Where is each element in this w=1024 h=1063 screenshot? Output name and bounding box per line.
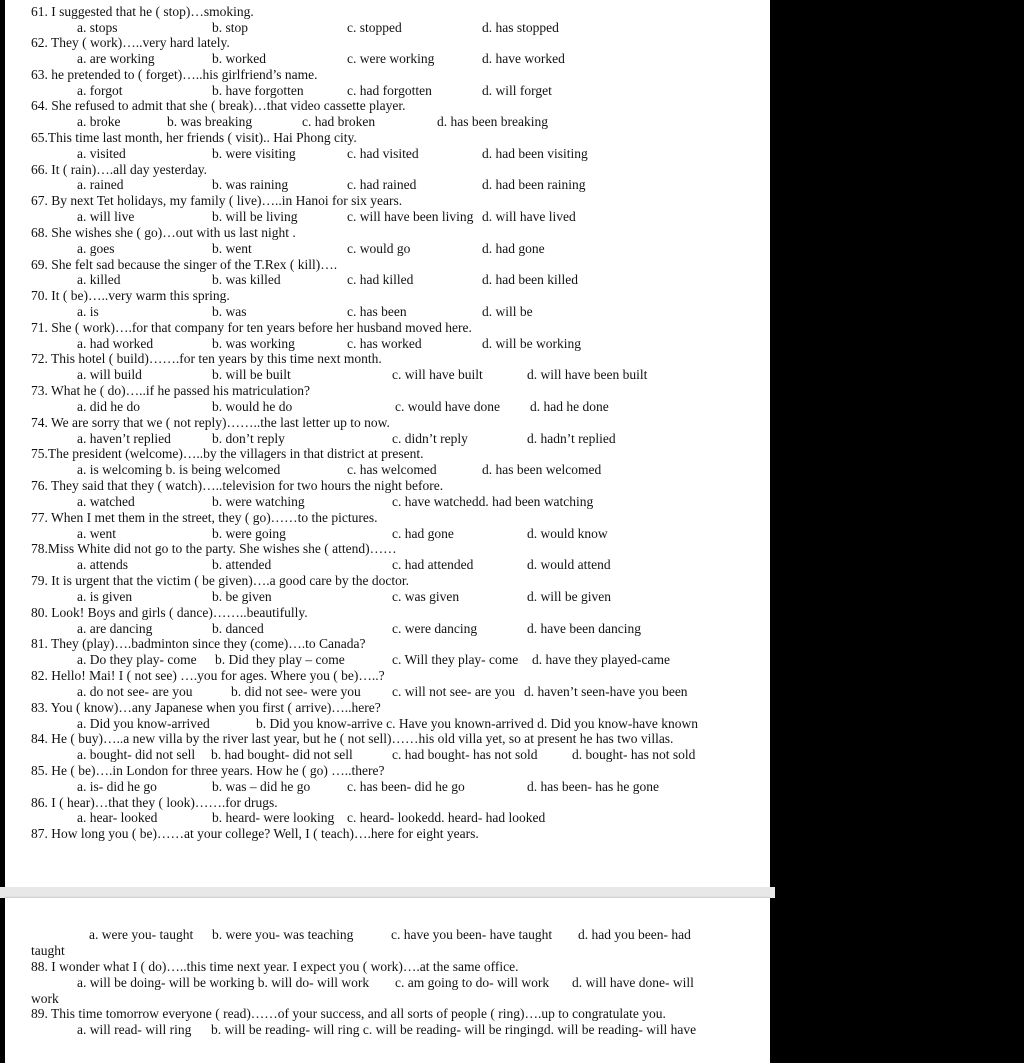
option-68-a: a. goes bbox=[77, 241, 115, 256]
question-76: 76. They said that they ( watch)…..television for two hours the night before. bbox=[31, 478, 444, 493]
option-70-a: a. is bbox=[77, 304, 99, 319]
option-88-wrap: work bbox=[31, 991, 59, 1006]
option-68-c: c. would go bbox=[347, 241, 411, 256]
option-62-a: a. are working bbox=[77, 51, 155, 66]
option-71-b: b. was working bbox=[212, 336, 295, 351]
question-63: 63. he pretended to ( forget)…..his girlfriend’s name. bbox=[31, 67, 318, 82]
option-64-d: d. has been breaking bbox=[437, 114, 548, 129]
option-65-b: b. were visiting bbox=[212, 146, 296, 161]
option-67-a: a. will live bbox=[77, 209, 135, 224]
option-85-d: d. has been- has he gone bbox=[527, 779, 659, 794]
option-80-b: b. danced bbox=[212, 621, 264, 636]
option-85-c: c. has been- did he go bbox=[347, 779, 465, 794]
page-gap bbox=[0, 887, 775, 898]
option-89-bcd: b. will be reading- will ring c. will be reading- will be ringingd. will be reading- will have bbox=[211, 1022, 697, 1037]
option-77-a: a. went bbox=[77, 526, 116, 541]
option-74-a: a. haven’t replied bbox=[77, 431, 171, 446]
option-80-d: d. have been dancing bbox=[527, 621, 641, 636]
option-72-c: c. will have built bbox=[392, 367, 483, 382]
option-73-a: a. did he do bbox=[77, 399, 140, 414]
option-71-c: c. has worked bbox=[347, 336, 422, 351]
option-80-a: a. are dancing bbox=[77, 621, 153, 636]
question-83: 83. You ( know)…any Japanese when you first ( arrive)…..here? bbox=[31, 700, 381, 715]
option-76-b: b. were watching bbox=[212, 494, 305, 509]
question-70: 70. It ( be)…..very warm this spring. bbox=[31, 288, 230, 303]
option-79-d: d. will be given bbox=[527, 589, 611, 604]
option-89-a: a. will read- will ring bbox=[77, 1022, 192, 1037]
option-81-b: b. Did they play – come bbox=[215, 652, 345, 667]
option-62-b: b. worked bbox=[212, 51, 266, 66]
option-81-d: d. have they played-came bbox=[532, 652, 670, 667]
option-61-b: b. stop bbox=[212, 20, 249, 35]
option-64-b: b. was breaking bbox=[167, 114, 253, 129]
option-69-d: d. had been killed bbox=[482, 272, 578, 287]
option-73-b: b. would he do bbox=[212, 399, 293, 414]
option-69-a: a. killed bbox=[77, 272, 121, 287]
question-72: 72. This hotel ( build)…….for ten years by this time next month. bbox=[31, 351, 382, 366]
option-82-d: d. haven’t seen-have you been bbox=[524, 684, 688, 699]
option-83-bcd: b. Did you know-arrive c. Have you known-arrived d. Did you know-have known bbox=[256, 716, 699, 731]
option-66-c: c. had rained bbox=[347, 177, 417, 192]
option-61-c: c. stopped bbox=[347, 20, 402, 35]
option-78-d: d. would attend bbox=[527, 557, 611, 572]
option-87-a: a. were you- taught bbox=[89, 927, 194, 942]
option-82-c: c. will not see- are you bbox=[392, 684, 515, 699]
option-75-ab: a. is welcoming b. is being welcomed bbox=[77, 462, 281, 477]
question-68: 68. She wishes she ( go)…out with us last night . bbox=[31, 225, 296, 240]
question-88: 88. I wonder what I ( do)…..this time next year. I expect you ( work)….at the same office. bbox=[31, 959, 519, 974]
option-70-d: d. will be bbox=[482, 304, 533, 319]
question-89: 89. This time tomorrow everyone ( read)……of your success, and all sorts of people ( ring)….up to congratulate you. bbox=[31, 1006, 666, 1021]
option-82-a: a. do not see- are you bbox=[77, 684, 193, 699]
option-65-c: c. had visited bbox=[347, 146, 419, 161]
option-88-d: d. will have done- will bbox=[572, 975, 694, 990]
question-74: 74. We are sorry that we ( not reply)……..the last letter up to now. bbox=[31, 415, 390, 430]
option-72-d: d. will have been built bbox=[527, 367, 648, 382]
question-61: 61. I suggested that he ( stop)…smoking. bbox=[31, 4, 254, 19]
question-82: 82. Hello! Mai! I ( not see) ….you for ages. Where you ( be)…..? bbox=[31, 668, 385, 683]
option-74-b: b. don’t reply bbox=[212, 431, 285, 446]
question-77: 77. When I met them in the street, they ( go)……to the pictures. bbox=[31, 510, 378, 525]
option-87-d: d. had you been- had bbox=[578, 927, 691, 942]
option-84-a: a. bought- did not sell bbox=[77, 747, 196, 762]
option-82-b: b. did not see- were you bbox=[231, 684, 361, 699]
option-83-a: a. Did you know-arrived bbox=[77, 716, 210, 731]
option-79-a: a. is given bbox=[77, 589, 133, 604]
option-70-c: c. has been bbox=[347, 304, 407, 319]
question-84: 84. He ( buy)…..a new villa by the river last year, but he ( not sell)……his old villa yet, so at present he has two villas. bbox=[31, 731, 674, 746]
option-79-b: b. be given bbox=[212, 589, 272, 604]
option-79-c: c. was given bbox=[392, 589, 460, 604]
option-62-c: c. were working bbox=[347, 51, 435, 66]
option-74-c: c. didn’t reply bbox=[392, 431, 468, 446]
option-77-c: c. had gone bbox=[392, 526, 454, 541]
option-86-a: a. hear- looked bbox=[77, 810, 158, 825]
option-76-a: a. watched bbox=[77, 494, 135, 509]
option-71-d: d. will be working bbox=[482, 336, 581, 351]
question-79: 79. It is urgent that the victim ( be given)….a good care by the doctor. bbox=[31, 573, 410, 588]
question-87: 87. How long you ( be)……at your college? Well, I ( teach)….here for eight years. bbox=[31, 826, 479, 841]
option-77-d: d. would know bbox=[527, 526, 608, 541]
worksheet-page-2 bbox=[5, 898, 770, 1063]
option-66-b: b. was raining bbox=[212, 177, 289, 192]
option-81-c: c. Will they play- come bbox=[392, 652, 519, 667]
option-64-c: c. had broken bbox=[302, 114, 376, 129]
option-63-d: d. will forget bbox=[482, 83, 552, 98]
option-71-a: a. had worked bbox=[77, 336, 154, 351]
option-81-a: a. Do they play- come bbox=[77, 652, 197, 667]
question-80: 80. Look! Boys and girls ( dance)……..beautifully. bbox=[31, 605, 308, 620]
option-84-b: b. had bought- did not sell bbox=[211, 747, 353, 762]
option-67-d: d. will have lived bbox=[482, 209, 576, 224]
option-63-a: a. forgot bbox=[77, 83, 123, 98]
option-85-b: b. was – did he go bbox=[212, 779, 311, 794]
question-64: 64. She refused to admit that she ( break)…that video cassette player. bbox=[31, 98, 406, 113]
option-78-b: b. attended bbox=[212, 557, 272, 572]
option-69-c: c. had killed bbox=[347, 272, 414, 287]
option-61-a: a. stops bbox=[77, 20, 118, 35]
option-75-d: d. has been welcomed bbox=[482, 462, 602, 477]
question-86: 86. I ( hear)…that they ( look)…….for drugs. bbox=[31, 795, 278, 810]
option-67-c: c. will have been living bbox=[347, 209, 474, 224]
option-63-c: c. had forgotten bbox=[347, 83, 432, 98]
option-73-c: c. would have done bbox=[395, 399, 500, 414]
option-88-ab: a. will be doing- will be working b. will do- will work bbox=[77, 975, 370, 990]
question-69: 69. She felt sad because the singer of the T.Rex ( kill)…. bbox=[31, 257, 338, 272]
option-84-d: d. bought- has not sold bbox=[572, 747, 696, 762]
option-63-b: b. have forgotten bbox=[212, 83, 304, 98]
option-65-a: a. visited bbox=[77, 146, 126, 161]
question-66: 66. It ( rain)….all day yesterday. bbox=[31, 162, 208, 177]
option-68-b: b. went bbox=[212, 241, 252, 256]
option-68-d: d. had gone bbox=[482, 241, 545, 256]
option-84-c: c. had bought- has not sold bbox=[392, 747, 538, 762]
option-72-b: b. will be built bbox=[212, 367, 291, 382]
option-85-a: a. is- did he go bbox=[77, 779, 157, 794]
question-65: 65.This time last month, her friends ( visit).. Hai Phong city. bbox=[31, 130, 357, 145]
option-86-cd: c. heard- lookedd. heard- had looked bbox=[347, 810, 546, 825]
question-71: 71. She ( work)….for that company for ten years before her husband moved here. bbox=[31, 320, 472, 335]
option-74-d: d. hadn’t replied bbox=[527, 431, 616, 446]
option-80-c: c. were dancing bbox=[392, 621, 478, 636]
option-67-b: b. will be living bbox=[212, 209, 298, 224]
option-86-b: b. heard- were looking bbox=[212, 810, 335, 825]
question-78: 78.Miss White did not go to the party. She wishes she ( attend)…… bbox=[31, 541, 397, 556]
question-81: 81. They (play)….badminton since they (come)….to Canada? bbox=[31, 636, 366, 651]
option-62-d: d. have worked bbox=[482, 51, 565, 66]
option-70-b: b. was bbox=[212, 304, 247, 319]
option-73-d: d. had he done bbox=[530, 399, 609, 414]
option-61-d: d. has stopped bbox=[482, 20, 559, 35]
option-87-c: c. have you been- have taught bbox=[391, 927, 553, 942]
option-66-a: a. rained bbox=[77, 177, 124, 192]
option-76-cd: c. have watchedd. had been watching bbox=[392, 494, 594, 509]
option-87-wrap: taught bbox=[31, 943, 65, 958]
option-64-a: a. broke bbox=[77, 114, 121, 129]
question-85: 85. He ( be)….in London for three years. How he ( go) …..there? bbox=[31, 763, 385, 778]
option-66-d: d. had been raining bbox=[482, 177, 586, 192]
question-67: 67. By next Tet holidays, my family ( live)…..in Hanoi for six years. bbox=[31, 193, 403, 208]
question-73: 73. What he ( do)…..if he passed his matriculation? bbox=[31, 383, 311, 398]
question-62: 62. They ( work)…..very hard lately. bbox=[31, 35, 230, 50]
option-87-b: b. were you- was teaching bbox=[212, 927, 354, 942]
worksheet-page-1 bbox=[5, 0, 770, 887]
option-69-b: b. was killed bbox=[212, 272, 281, 287]
option-65-d: d. had been visiting bbox=[482, 146, 588, 161]
option-78-a: a. attends bbox=[77, 557, 128, 572]
option-78-c: c. had attended bbox=[392, 557, 474, 572]
question-75: 75.The president (welcome)…..by the villagers in that district at present. bbox=[31, 446, 424, 461]
option-72-a: a. will build bbox=[77, 367, 142, 382]
option-77-b: b. were going bbox=[212, 526, 286, 541]
option-75-c: c. has welcomed bbox=[347, 462, 437, 477]
option-88-c: c. am going to do- will work bbox=[395, 975, 550, 990]
